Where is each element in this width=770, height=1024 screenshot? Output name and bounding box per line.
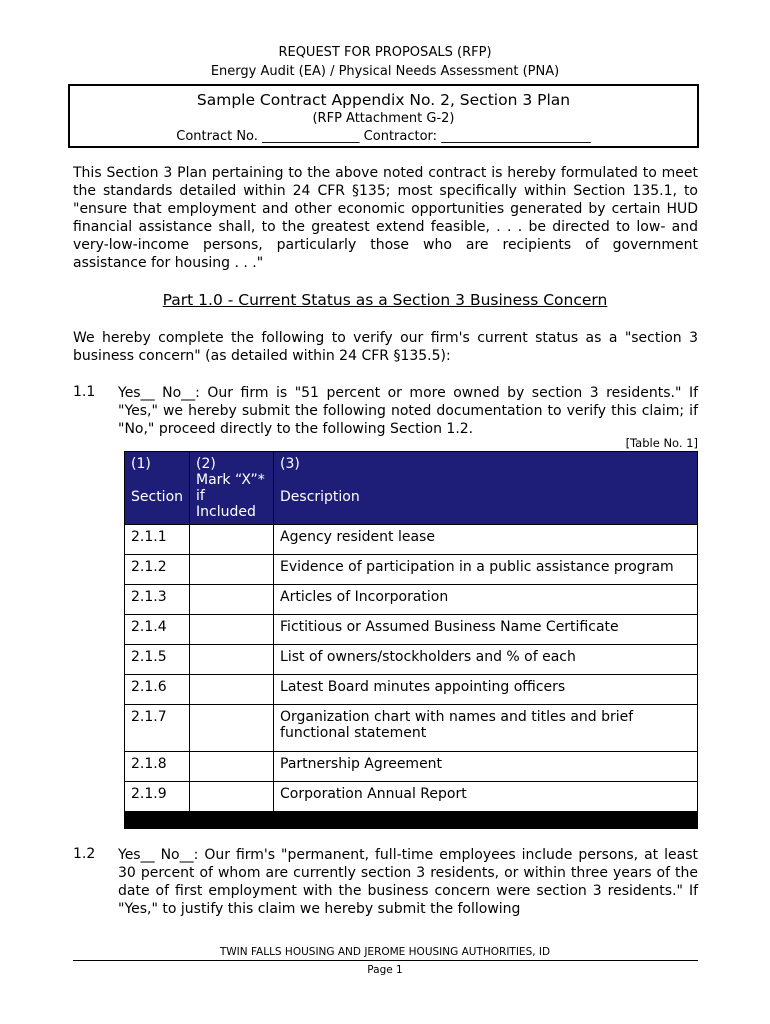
description-cell: Organization chart with names and titles and brief functional statement: [274, 705, 698, 752]
table-row: [125, 645, 698, 675]
column-label: Description: [280, 489, 360, 505]
column-number: (1): [131, 456, 151, 472]
column-header-included: [190, 452, 274, 525]
mark-cell[interactable]: [190, 782, 274, 812]
column-number: (2): [196, 456, 216, 472]
part-heading: Part 1.0 - Current Status as a Section 3 Business Concern: [162, 291, 608, 309]
footer-divider: [73, 960, 698, 961]
footer-organization: TWIN FALLS HOUSING AND JEROME HOUSING AUTHORITIES, ID: [219, 946, 551, 958]
table-row: [125, 555, 698, 585]
section-cell: 2.1.4: [125, 615, 190, 645]
item-number: 1.1: [73, 384, 96, 400]
column-label: if Included: [196, 488, 256, 520]
intro-paragraph: This Section 3 Plan pertaining to the above noted contract is hereby formulated to meet the standards detailed within 24 CFR §135; most specifically within Section 135.1, to "ensure that employment and other economic opportunities generated by certain HUD financial assistance shall, to the greatest extend feasible, . . . be directed to low- and very-low-income persons, particularly those who are recipients of government assistance for housing . . .": [73, 165, 698, 271]
description-cell: Fictitious or Assumed Business Name Certificate: [274, 615, 698, 645]
description-cell: Partnership Agreement: [274, 752, 698, 782]
attachment-label: (RFP Attachment G-2): [312, 111, 455, 126]
mark-cell[interactable]: [190, 675, 274, 705]
rfp-header-subtitle: Energy Audit (EA) / Physical Needs Assessment (PNA): [210, 64, 560, 79]
column-note: Mark “X”*: [196, 472, 265, 488]
contract-title-box: [68, 84, 699, 148]
mark-cell[interactable]: [190, 645, 274, 675]
section-cell: 2.1.8: [125, 752, 190, 782]
contract-line: Contract No. _______________ Contractor: _______________________: [176, 129, 591, 144]
mark-cell[interactable]: [190, 585, 274, 615]
table-row: [125, 585, 698, 615]
page-number: Page 1: [367, 964, 403, 976]
description-cell: Articles of Incorporation: [274, 585, 698, 615]
mark-cell[interactable]: [190, 705, 274, 752]
mark-cell[interactable]: [190, 615, 274, 645]
mark-cell[interactable]: [190, 752, 274, 782]
description-cell: Agency resident lease: [274, 525, 698, 555]
column-header-section: [125, 452, 190, 525]
description-cell: Latest Board minutes appointing officers: [274, 675, 698, 705]
rfp-header-title: REQUEST FOR PROPOSALS (RFP): [278, 45, 492, 60]
table-row: [125, 782, 698, 812]
item-number: 1.2: [73, 846, 96, 862]
table-footer-bar: [125, 812, 698, 829]
section-cell: 2.1.5: [125, 645, 190, 675]
item-text: Yes__ No__: Our firm is "51 percent or more owned by section 3 residents." If "Yes," we hereby submit the following noted documentation to verify this claim; if "No," proceed directly to the following Section 1.2.: [118, 385, 698, 437]
description-cell: List of owners/stockholders and % of each: [274, 645, 698, 675]
table-row: [125, 525, 698, 555]
mark-cell[interactable]: [190, 555, 274, 585]
table-footer-cell: [125, 812, 698, 829]
documentation-table: [124, 451, 698, 829]
table-row: [125, 675, 698, 705]
description-cell: Evidence of participation in a public assistance program: [274, 555, 698, 585]
column-number: (3): [280, 456, 300, 472]
description-cell: Corporation Annual Report: [274, 782, 698, 812]
section-cell: 2.1.6: [125, 675, 190, 705]
section-cell: 2.1.2: [125, 555, 190, 585]
section-cell: 2.1.9: [125, 782, 190, 812]
table-number-label: [Table No. 1]: [625, 436, 698, 450]
table-row: [125, 752, 698, 782]
column-label: Section: [131, 489, 184, 505]
mark-cell[interactable]: [190, 525, 274, 555]
item-text: Yes__ No__: Our firm's "permanent, full-time employees include persons, at least 30 percent of whom are currently section 3 residents, or within three years of the date of first employment with the business concern were section 3 residents." If "Yes," to justify this claim we hereby submit the following: [118, 847, 698, 917]
appendix-title: Sample Contract Appendix No. 2, Section 3 Plan: [196, 91, 571, 109]
column-header-description: [274, 452, 698, 525]
part-intro-paragraph: We hereby complete the following to verify our firm's current status as a "section 3 business concern" (as detailed within 24 CFR §135.5):: [73, 330, 698, 364]
section-cell: 2.1.7: [125, 705, 190, 752]
section-cell: 2.1.3: [125, 585, 190, 615]
section-cell: 2.1.1: [125, 525, 190, 555]
table-row: [125, 615, 698, 645]
table-row: [125, 705, 698, 752]
